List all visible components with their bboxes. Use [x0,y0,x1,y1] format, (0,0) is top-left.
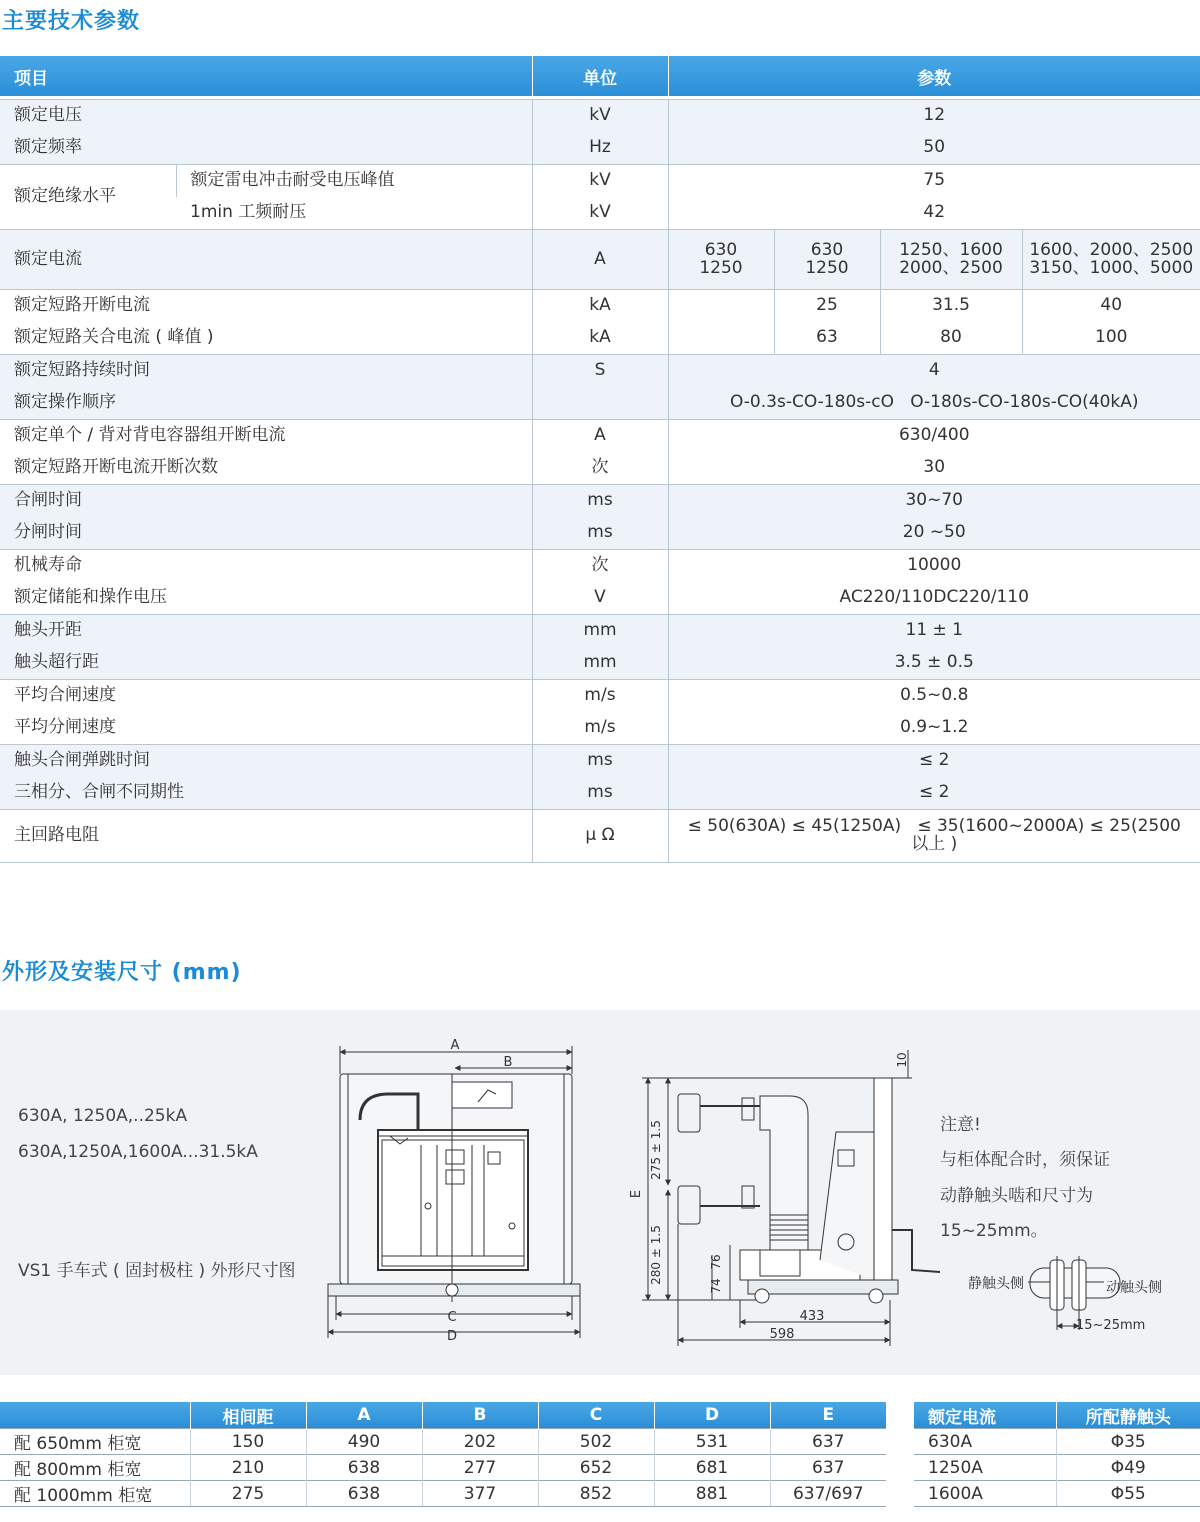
row-label: 额定操作顺序 [0,387,532,420]
row-value: 0.5~0.8 [668,680,1200,713]
table-cell: 638 [306,1455,422,1481]
row-label: 额定短路持续时间 [0,355,532,388]
row-value: 30~70 [668,485,1200,518]
table-cell: 配 800mm 柜宽 [0,1455,190,1481]
table-header-cell: E [770,1402,886,1429]
table-header-cell: 所配静触头 [1056,1402,1200,1429]
dim-label-275: 275 ± 1.5 [649,1120,663,1180]
row-value: 11 ± 1 [668,615,1200,648]
row-value: O-0.3s-CO-180s-cO O-180s-CO-180s-CO(40kA) [668,387,1200,420]
table-cell: 277 [422,1455,538,1481]
spec-header-row [0,56,1200,96]
dim-label-74: 74 [709,1278,723,1294]
table-row [0,777,1200,810]
table-header-cell: A [306,1402,422,1429]
table-row [0,745,1200,778]
table-cell: 638 [306,1481,422,1507]
row-unit: ms [532,485,668,518]
dim-label-C: C [447,1310,457,1325]
table-row [0,387,1200,420]
row-unit: A [532,230,668,290]
row-unit: 次 [532,452,668,485]
table-row [0,452,1200,485]
section-title-specs: 主要技术参数 [2,9,141,34]
row-value: 10000 [668,550,1200,583]
row-unit: A [532,420,668,453]
current-cell-3: 1250、1600 2000、2500 [880,230,1022,290]
dimension-header-row [0,1402,886,1429]
dim-label-E: E [629,1189,644,1199]
dim-label-76: 76 [709,1254,723,1270]
row-label: 额定短路开断电流 [0,290,532,323]
spec-table [0,56,1200,863]
row-value: ≤ 2 [668,777,1200,810]
row-value: 20 ~50 [668,517,1200,550]
row-value: 75 [668,165,1200,198]
note-line-2: 动静触头啮和尺寸为 [940,1186,1093,1206]
table-header-cell [0,1402,190,1429]
table-cell: 275 [190,1481,306,1507]
table-cell: 150 [190,1429,306,1455]
row-unit: μ Ω [532,810,668,863]
table-cell: 637 [770,1455,886,1481]
table-cell: 210 [190,1455,306,1481]
table-cell: 配 1000mm 柜宽 [0,1481,190,1507]
row-unit: kV [532,165,668,198]
row-sublabel: 1min 工频耐压 [176,197,532,230]
row-label: 额定储能和操作电压 [0,582,532,615]
row-value: 0.9~1.2 [668,712,1200,745]
row-value: 31.5 [880,290,1022,323]
row-value: 42 [668,197,1200,230]
current-cell-2: 630 1250 [774,230,880,290]
row-label: 机械寿命 [0,550,532,583]
row-unit: S [532,355,668,388]
row-value: 50 [668,132,1200,165]
table-row [914,1455,1200,1481]
dim-label-598: 598 [769,1327,795,1342]
dim-label-A: A [450,1038,460,1053]
row-unit: m/s [532,680,668,713]
table-row [0,355,1200,388]
row-label: 主回路电阻 [0,810,532,863]
note-title: 注意! [940,1115,981,1135]
table-row [0,712,1200,745]
row-unit: mm [532,615,668,648]
table-cell: 531 [654,1429,770,1455]
row-value-empty [668,290,774,355]
table-row [0,1455,886,1481]
row-unit: ms [532,777,668,810]
row-label: 触头开距 [0,615,532,648]
header-item: 项目 [0,56,532,96]
table-cell: 502 [538,1429,654,1455]
row-label: 合闸时间 [0,485,532,518]
row-unit [532,387,668,420]
row-unit: 次 [532,550,668,583]
table-cell: Φ35 [1056,1429,1200,1455]
row-unit: kA [532,322,668,355]
row-unit: mm [532,647,668,680]
row-label: 额定电流 [0,230,532,290]
row-unit: V [532,582,668,615]
section-title-dimensions: 外形及安装尺寸 (mm) [2,960,242,985]
row-label: 额定短路关合电流 ( 峰值 ) [0,322,532,355]
label-moving-contact: 动触头侧 [1106,1280,1162,1296]
row-unit: m/s [532,712,668,745]
row-label: 额定电压 [0,100,532,133]
row-unit: kA [532,290,668,323]
table-cell: 652 [538,1455,654,1481]
row-label: 平均合闸速度 [0,680,532,713]
table-row [0,810,1200,863]
table-row [0,582,1200,615]
table-header-cell: D [654,1402,770,1429]
row-unit: ms [532,517,668,550]
table-row [0,517,1200,550]
row-label: 额定单个 / 背对背电容器组开断电流 [0,420,532,453]
table-row [0,1429,886,1455]
row-label: 触头超行距 [0,647,532,680]
row-value: ≤ 2 [668,745,1200,778]
row-value: 63 [774,322,880,355]
table-row [0,680,1200,713]
table-row [0,132,1200,165]
row-value: AC220/110DC220/110 [668,582,1200,615]
table-cell: 881 [654,1481,770,1507]
table-row [0,100,1200,133]
table-cell: 681 [654,1455,770,1481]
dim-label-B: B [503,1055,513,1070]
dim-label-10: 10 [895,1052,909,1068]
table-cell: Φ49 [1056,1455,1200,1481]
table-row [0,165,1200,198]
current-cell-4: 1600、2000、2500 3150、1000、5000 [1022,230,1200,290]
table-cell: 377 [422,1481,538,1507]
row-unit: kV [532,197,668,230]
row-unit: Hz [532,132,668,165]
row-label: 分闸时间 [0,517,532,550]
table-cell: 490 [306,1429,422,1455]
table-cell: 630A [914,1429,1056,1455]
table-row [0,322,1200,355]
label-static-contact: 静触头侧 [968,1276,1024,1292]
dimension-table [0,1402,886,1507]
header-unit: 单位 [532,56,668,96]
note-line-1: 与柜体配合时，须保证 [940,1150,1110,1170]
row-value: 4 [668,355,1200,388]
row-value: ≤ 50(630A) ≤ 45(1250A) ≤ 35(1600~2000A) ≤ 25(2500 以上 ) [668,810,1200,863]
table-row [914,1429,1200,1455]
table-row [0,615,1200,648]
outline-drawing [0,1010,1200,1375]
dim-label-280: 280 ± 1.5 [649,1225,663,1285]
row-label: 三相分、合闸不同期性 [0,777,532,810]
drawing-panel [0,1010,1200,1375]
table-cell: 配 650mm 柜宽 [0,1429,190,1455]
rating-line-2: 630A,1250A,1600A...31.5kA [18,1142,258,1162]
contact-header-row [914,1402,1200,1429]
row-value: 80 [880,322,1022,355]
table-header-cell: 相间距 [190,1402,306,1429]
dim-label-D: D [446,1329,458,1344]
side-view-drawing [642,1050,940,1346]
table-row [0,1481,886,1507]
table-row [0,485,1200,518]
table-header-cell: 额定电流 [914,1402,1056,1429]
row-label: 额定频率 [0,132,532,165]
table-row [0,550,1200,583]
row-value: 12 [668,100,1200,133]
row-label: 触头合闸弹跳时间 [0,745,532,778]
contact-table [914,1402,1200,1507]
rating-line-1: 630A, 1250A,..25kA [18,1106,188,1126]
note-line-3: 15~25mm。 [940,1221,1048,1241]
table-cell: 202 [422,1429,538,1455]
row-value: 3.5 ± 0.5 [668,647,1200,680]
table-cell: 852 [538,1481,654,1507]
row-value: 25 [774,290,880,323]
row-value: 100 [1022,322,1200,355]
row-unit: ms [532,745,668,778]
table-row [0,290,1200,323]
front-view-drawing [328,1046,580,1338]
table-row [0,647,1200,680]
table-cell: 637/697 [770,1481,886,1507]
row-unit: kV [532,100,668,133]
table-row [0,197,1200,230]
table-header-cell: B [422,1402,538,1429]
drawing-caption: VS1 手车式 ( 固封极柱 ) 外形尺寸图 [18,1261,296,1281]
row-value: 630/400 [668,420,1200,453]
table-row [0,420,1200,453]
current-cell-1: 630 1250 [668,230,774,290]
table-row [914,1481,1200,1507]
table-cell: 1250A [914,1455,1056,1481]
row-sublabel: 额定雷电冲击耐受电压峰值 [176,165,532,198]
dim-label-433: 433 [799,1309,825,1324]
table-header-cell: C [538,1402,654,1429]
table-row [0,230,1200,290]
row-value: 40 [1022,290,1200,323]
row-label: 额定短路开断电流开断次数 [0,452,532,485]
row-value: 30 [668,452,1200,485]
header-param: 参数 [668,56,1200,96]
row-label: 平均分闸速度 [0,712,532,745]
table-cell: Φ55 [1056,1481,1200,1507]
row-label: 额定绝缘水平 [0,165,176,230]
table-cell: 637 [770,1429,886,1455]
label-engage-range: 15~25mm [1076,1318,1146,1333]
table-cell: 1600A [914,1481,1056,1507]
